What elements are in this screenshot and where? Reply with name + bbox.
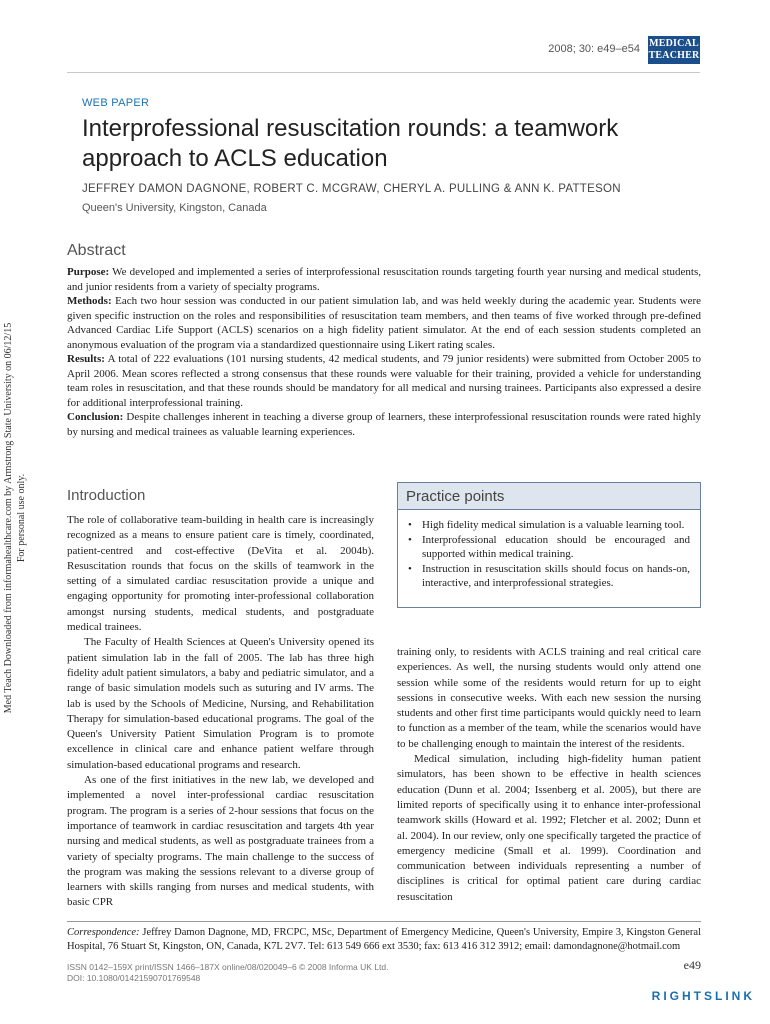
author-list: JEFFREY DAMON DAGNONE, ROBERT C. MCGRAW, CHERYL A. PULLING & ANN K. PATTESON [82, 183, 621, 195]
methods-text: Each two hour session was conducted in our patient simulation lab, and was held weekly during the academic year. Students were given specific instruction on the roles and responsibilities of resuscitation team members, and then teams of five worked through pre-defined Advanced Cardiac Life Support (ACLS) scenarios on a high fidelity patient simulator. At the end of each session students completed an anonymous evaluation of the program via a standardized questionnaire using Likert rating scales. [67, 295, 701, 351]
introduction-heading: Introduction [67, 487, 146, 504]
results-label: Results: [67, 353, 105, 365]
page-number: e49 [683, 958, 701, 972]
practice-point-item: • Interprofessional education should be encouraged and supported within medical training. [406, 533, 690, 562]
logo-line-1: MEDICAL [649, 38, 699, 49]
journal-reference: 2008; 30: e49–e54 [548, 43, 640, 55]
abstract-body [67, 265, 701, 439]
introduction-column-left [67, 513, 374, 911]
correspondence-text: Jeffrey Damon Dagnone, MD, FRCPC, MSc, Department of Emergency Medicine, Queen's University, Empire 3, Kingston General Hospital, 76 Stuart St, Kingston, ON, Canada, K7L 2V7. Tel: 613 549 666 ext 3530; fax: 613 416 312 3912; email: damondagnone@hotmail.com [67, 927, 701, 952]
section-label: WEB PAPER [82, 97, 150, 109]
publication-info [67, 962, 388, 984]
results-text: A total of 222 evaluations (101 nursing students, 42 medical students, and 79 junior residents) were submitted from October 2005 to April 2006. Mean scores reflected a strong consensus that these rounds were valuable for their training, provided a vehicle for understanding team roles in resuscitation, and that these rounds should be mandatory for all medical and nursing trainees. Participants also expressed a desire for additional interprofessional training. [67, 353, 701, 409]
methods-label: Methods: [67, 295, 112, 307]
intro-paragraph: training only, to residents with ACLS training and real critical care experiences. As well, the nursing students would only attend one session while some of the residents would return for up to eight sessions in consecutive weeks. With each new session the nursing students and other first time participants would quickly need to learn to function as a member of the team, while the scenarios would have to be challenging enough to maintain the interest of the residents. [397, 646, 701, 750]
download-notice [0, 320, 30, 720]
introduction-column-right [397, 645, 701, 905]
practice-point-item: • Instruction in resuscitation skills should focus on hands-on, interactive, and interprofessional strategies. [406, 562, 690, 591]
intro-paragraph: The Faculty of Health Sciences at Queen's University opened its patient simulation lab in the fall of 2005. The lab has three high fidelity adult patient simulators, a baby and pediatric simulator, and a range of basic simulation models such as suturing and IV arms. The lab is used by the Schools of Medicine, Nursing, and Rehabilitation Therapy for simulation-based educational programs. The goal of the Queen's University Patient Simulation Program is to promote excellence in clinical care and enhance patient welfare through simulation-based educational programs and research. [67, 636, 374, 771]
download-notice-line-2: For personal use only. [16, 473, 27, 563]
abstract-conclusion [67, 410, 701, 439]
journal-logo [648, 36, 700, 64]
abstract-heading: Abstract [67, 242, 126, 259]
intro-paragraph: Medical simulation, including high-fidelity human patient simulators, has been shown to be effective in health sciences education (Dunn et al. 2004; Issenberg et al. 2005), but there are limited reports of specifically using it to enhance inter-professional teamwork skills (Howard et al. 1992; Fletcher et al. 2002; Dunn et al. 2004). In our review, only one specifically targeted the practice of emergency medicine (Small et al. 1999). Coordination and communication between individuals representing a number of disciplines is critical for optimal patient care during cardiac resuscitation [397, 753, 701, 903]
abstract-methods [67, 294, 701, 352]
conclusion-label: Conclusion: [67, 411, 124, 423]
practice-points-list [398, 510, 700, 591]
affiliation: Queen's University, Kingston, Canada [82, 202, 267, 214]
footer-divider [67, 921, 701, 922]
correspondence-note [67, 926, 701, 954]
rightslink-logo[interactable]: RIGHTSLINK [651, 989, 755, 1003]
header-divider [67, 72, 700, 73]
intro-paragraph: The role of collaborative team-building in health care is increasingly recognized as a means to ensure patient care is timely, coordinated, patient-centred and cost-effective (DeVita et al. 2004b). Resuscitation rounds that focus on the skills of teamwork in the setting of a simulated cardiac resuscitation provide a unique and engaging opportunity for promoting inter-professional collaboration amongst nursing students, medical students, and postgraduate medical trainees. [67, 514, 374, 634]
purpose-text: We developed and implemented a series of interprofessional resuscitation rounds targeting fourth year nursing and medical students, and junior residents from a variety of specialty programs. [67, 266, 701, 293]
purpose-label: Purpose: [67, 266, 110, 278]
practice-points-box [397, 482, 701, 608]
conclusion-text: Despite challenges inherent in teaching a diverse group of learners, these interprofessional resuscitation rounds were rated highly by nursing and medical trainees as valuable learning experiences. [67, 411, 701, 438]
practice-points-header [398, 483, 700, 510]
doi-link[interactable]: DOI: 10.1080/01421590701769548 [67, 973, 201, 983]
download-notice-line-1: Med Teach Downloaded from informahealthcare.com by Armstrong State University on 06/12/15 [3, 322, 14, 714]
correspondence-label: Correspondence: [67, 927, 140, 938]
practice-points-heading: Practice points [406, 488, 505, 505]
intro-paragraph: As one of the first initiatives in the new lab, we developed and implemented a novel inter-professional cardiac resuscitation program. The program is a series of 2-hour sessions that focus on the importance of teamwork in cardiac resuscitation and targets 4th year nursing and medical students, as well as postgraduate trainees from a variety of specialty programs. The main challenge to the success of the program was making the sessions relevant to a diverse group of learners with skills ranging from nurses and medical students, with basic CPR [67, 774, 374, 909]
abstract-purpose [67, 265, 701, 294]
issn-line: ISSN 0142–159X print/ISSN 1466–187X online/08/020049–6 © 2008 Informa UK Ltd. [67, 962, 389, 972]
abstract-results [67, 352, 701, 410]
practice-point-item: • High fidelity medical simulation is a valuable learning tool. [406, 518, 690, 533]
logo-line-2: TEACHER [648, 50, 700, 61]
article-title: Interprofessional resuscitation rounds: a teamwork approach to ACLS education [82, 115, 619, 172]
